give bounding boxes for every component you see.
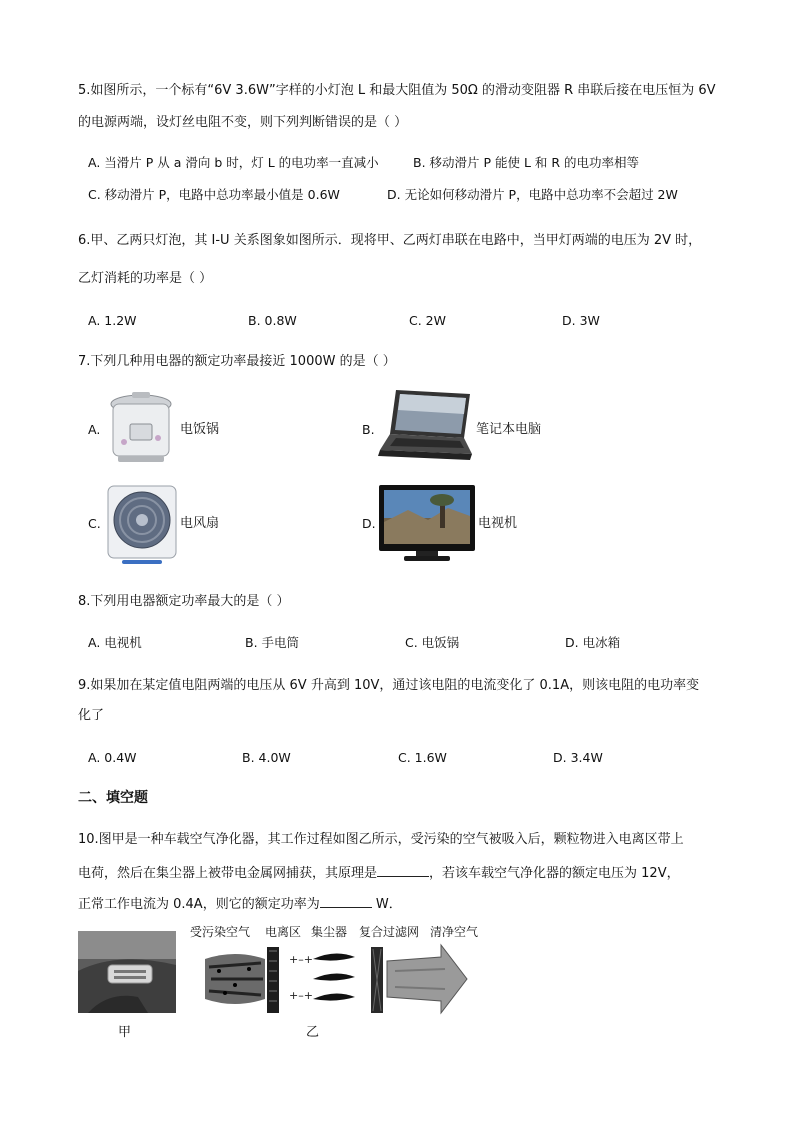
- q10-line3-part2: W．: [371, 897, 402, 912]
- fig-label-polluted-air: 受污染空气: [190, 925, 251, 939]
- q8-option-d: D. 电冰箱: [565, 635, 621, 650]
- q10-line2-part2: ，若该车载空气净化器的额定电压为 12V，: [429, 866, 680, 881]
- q10-line2-part1: 电荷，然后在集尘器上被带电金属网捕获，其原理是: [78, 866, 378, 881]
- q7-option-a-letter: A.: [88, 422, 101, 437]
- q6-stem-line2: 乙灯消耗的功率是（ ）: [78, 271, 213, 286]
- q9-option-c: C. 1.6W: [398, 750, 447, 765]
- q5-stem-line1: 5.如图所示，一个标有“6V 3.6W”字样的小灯泡 L 和最大阻值为 50Ω 的滑动变阻器 R 串联后接在电压恒为 6V: [78, 83, 716, 98]
- q6-option-c: C. 2W: [409, 313, 446, 328]
- television-image: [378, 484, 476, 564]
- q10-blank-2[interactable]: [320, 893, 372, 908]
- q10-stem-line3: [78, 893, 402, 915]
- svg-text:+–+: +–+: [289, 953, 313, 966]
- q10-stem-line2: [78, 862, 680, 884]
- q6-option-d: D. 3W: [562, 313, 600, 328]
- q5-option-d: D. 无论如何移动滑片 P，电路中总功率不会超过 2W: [387, 187, 678, 202]
- fig-label-composite-filter: 复合过滤网: [359, 925, 420, 939]
- fig-label-ionization-zone: 电离区: [265, 925, 302, 939]
- q6-stem-line1: 6.甲、乙两只灯泡，其 I-U 关系图象如图所示．现将甲、乙两灯串联在电路中，当甲灯两端的电压为 2V 时，: [78, 233, 702, 248]
- q8-stem: 8.下列用电器额定功率最大的是（ ）: [78, 594, 290, 609]
- q7-option-b-label: 笔记本电脑: [476, 422, 542, 437]
- electric-fan-image: [104, 484, 180, 566]
- q10-stem-line1: 10.图甲是一种车载空气净化器，其工作过程如图乙所示，受污染的空气被吸入后，颗粒物进入电离区带上: [78, 832, 684, 847]
- figure-caption-yi: 乙: [306, 1025, 320, 1040]
- figure-caption-jia: 甲: [118, 1025, 132, 1040]
- q5-option-c: C. 移动滑片 P，电路中总功率最小值是 0.6W: [88, 187, 340, 202]
- car-air-purifier-photo: [78, 931, 176, 1013]
- q7-option-a-label: 电饭锅: [180, 422, 220, 437]
- fig-label-clean-air: 清净空气: [430, 925, 479, 939]
- fig-label-dust-collector: 集尘器: [311, 925, 348, 939]
- q7-option-c-label: 电风扇: [180, 516, 220, 531]
- q7-stem: 7.下列几种用电器的额定功率最接近 1000W 的是（ ）: [78, 354, 396, 369]
- q10-line3-part1: 正常工作电流为 0.4A，则它的额定功率为: [78, 897, 320, 912]
- q10-blank-1[interactable]: [377, 862, 429, 877]
- svg-text:+–+: +–+: [289, 989, 313, 1002]
- section-heading: 二、填空题: [78, 790, 148, 806]
- q5-option-b: B. 移动滑片 P 能使 L 和 R 的电功率相等: [413, 155, 640, 170]
- rice-cooker-image: [104, 390, 178, 468]
- q9-option-b: B. 4.0W: [242, 750, 291, 765]
- q8-option-a: A. 电视机: [88, 635, 142, 650]
- q7-option-b-letter: B.: [362, 422, 375, 437]
- q9-stem-line1: 9.如果加在某定值电阻两端的电压从 6V 升高到 10V，通过该电阻的电流变化了 0.1A，则该电阻的电功率变: [78, 678, 700, 693]
- q6-option-b: B. 0.8W: [248, 313, 297, 328]
- purifier-process-diagram: [205, 941, 470, 1019]
- q9-stem-line2: 化了: [78, 708, 105, 723]
- q9-option-a: A. 0.4W: [88, 750, 137, 765]
- q5-option-a: A. 当滑片 P 从 a 滑向 b 时，灯 L 的电功率一直减小: [88, 155, 379, 170]
- q7-option-d-letter: D.: [362, 516, 376, 531]
- q5-stem-line2: 的电源两端，设灯丝电阻不变，则下列判断错误的是（ ）: [78, 115, 408, 130]
- q7-option-d-label: 电视机: [478, 516, 518, 531]
- q8-option-c: C. 电饭锅: [405, 635, 460, 650]
- q9-option-d: D. 3.4W: [553, 750, 603, 765]
- laptop-image: [378, 388, 474, 466]
- q8-option-b: B. 手电筒: [245, 635, 300, 650]
- q7-option-c-letter: C.: [88, 516, 101, 531]
- q6-option-a: A. 1.2W: [88, 313, 137, 328]
